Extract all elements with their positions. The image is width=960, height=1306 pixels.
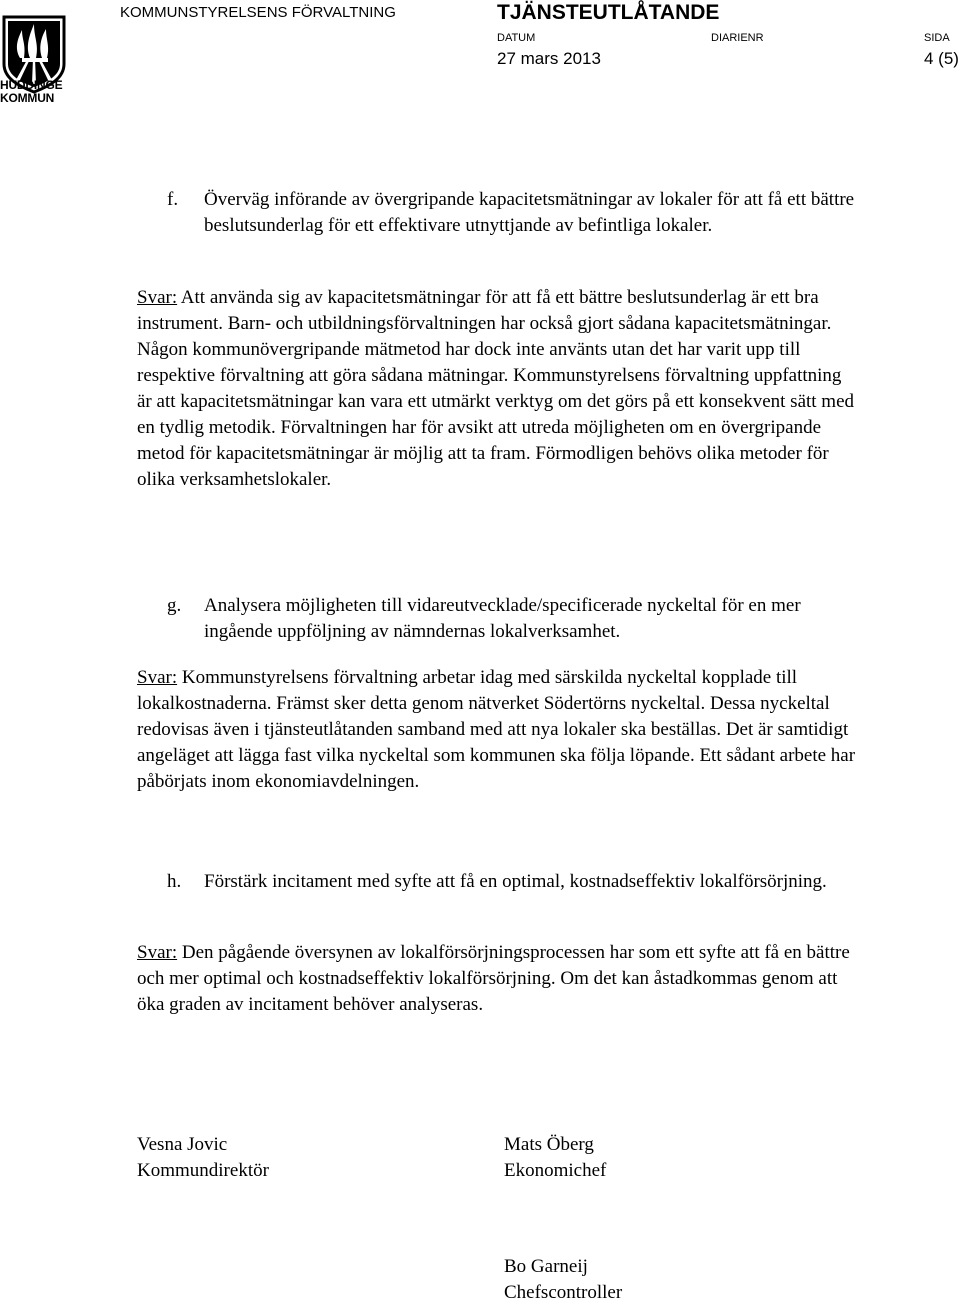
answer-label: Svar: [137,667,178,688]
item-h-question [167,869,867,895]
date-value: 27 mars 2013 [497,49,601,68]
answer-label: Svar: [137,942,178,963]
registry-label: DIARIENR [711,32,764,44]
logo-text-line-1: HUDDINGE [0,78,63,92]
signature-block-3 [504,1254,622,1306]
item-g-answer [137,665,859,795]
answer-label: Svar: [137,287,178,308]
signature-block-2 [504,1132,606,1184]
signatory-name: Vesna Jovic [137,1134,228,1155]
signature-block-1 [137,1132,269,1184]
logo-text [0,79,70,105]
signatory-title: Ekonomichef [504,1160,607,1181]
item-letter: g. [167,595,182,616]
signatory-title: Chefscontroller [504,1282,623,1303]
date-label: DATUM [497,32,536,44]
page-number: 4 (5) [924,49,959,68]
item-f-answer [137,285,859,493]
item-letter: h. [167,871,182,892]
signatory-name: Mats Öberg [504,1134,594,1155]
item-question-text: Överväg införande av övergripande kapacitetsmätningar av lokaler för att få ett bättre beslutsunderlag för ett effektivare utnyttjande av befintliga lokaler. [204,189,855,236]
item-f-question [167,187,867,239]
item-question-text: Analysera möjligheten till vidareutvecklade/specificerade nyckeltal för en mer ingående uppföljning av nämndernas lokalverksamhet. [204,595,801,642]
item-g-question [167,593,867,645]
logo-text-line-2: KOMMUN [0,91,55,105]
signatory-title: Kommundirektör [137,1160,269,1181]
item-question-text: Förstärk incitament med syfte att få en optimal, kostnadseffektiv lokalförsörjning. [204,871,827,892]
answer-text: Den pågående översynen av lokalförsörjningsprocessen har som ett syfte att få en bättre och mer optimal och kostnadseffektiv lokalförsörjning. Om det kan åstadkommas genom att öka graden av incitament behöver analyseras. [137,942,850,1015]
document-type-title: TJÄNSTEUTLÅTANDE [497,1,720,24]
item-letter: f. [167,189,179,210]
item-h-answer [137,940,859,1018]
answer-text: Kommunstyrelsens förvaltning arbetar idag med särskilda nyckeltal kopplade till lokalkostnaderna. Främst sker detta genom nätverket Södertörns nyckeltal. Dessa nyckeltal redovisas även i tjänsteutlåtanden samband med att nya lokaler ska beställas. Det är samtidigt angeläget att lägga fast vilka nyckeltal som kommunen ska följa löpande. Ett sådant arbete har påbörjats inom ekonomiavdelningen. [137,667,856,792]
organization-name: KOMMUNSTYRELSENS FÖRVALTNING [120,4,396,21]
page-label: SIDA [924,32,950,44]
signatory-name: Bo Garneij [504,1256,588,1277]
answer-text: Att använda sig av kapacitetsmätningar för att få ett bättre beslutsunderlag är ett bra instrument. Barn- och utbildningsförvaltningen har också gjort sådana kapacitetsmätningar. Någon kommunövergripande mätmetod har dock inte använts utan det har varit upp till respektive förvaltning att göra sådana mätningar. Kommunstyrelsens förvaltning uppfattning är att kapacitetsmätningar kan vara ett utmärkt verktyg om det görs på ett konsekvent sätt med en tydlig metodik. Förvaltningen har för avsikt att utreda möjligheten om en övergripande metod för kapacitetsmätningar är möjlig att ta fram. Förmodligen behövs olika metoder för olika verksamhetslokaler. [137,287,855,490]
